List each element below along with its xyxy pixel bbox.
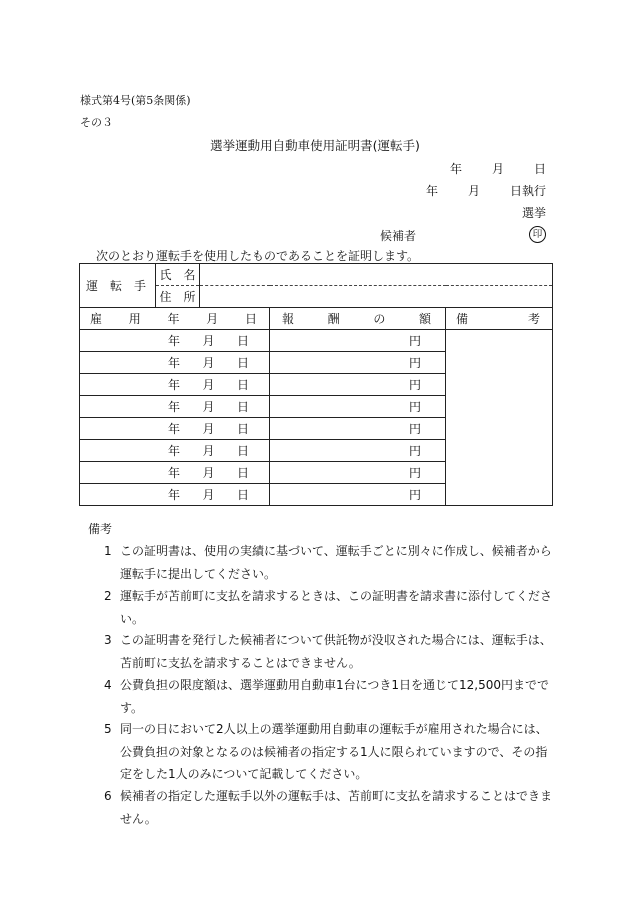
header-char: の bbox=[373, 312, 386, 326]
employment-date-cell[interactable] bbox=[80, 352, 270, 374]
employment-date-header bbox=[80, 308, 270, 330]
issue-year-label: 年 bbox=[449, 162, 462, 176]
name-label: 氏 名 bbox=[159, 268, 196, 282]
month-label: 月 bbox=[202, 334, 215, 348]
form-part: その３ bbox=[80, 116, 113, 129]
employment-date-cell[interactable] bbox=[80, 462, 270, 484]
month-label: 月 bbox=[202, 378, 215, 392]
year-label: 年 bbox=[168, 488, 181, 502]
remuneration-cell[interactable] bbox=[270, 352, 446, 374]
notes-heading: 備考 bbox=[88, 522, 113, 536]
driver-name-row bbox=[80, 264, 553, 286]
year-label: 年 bbox=[168, 400, 181, 414]
month-label: 月 bbox=[202, 422, 215, 436]
election-month-label: 月 bbox=[467, 184, 480, 198]
remuneration-cell[interactable] bbox=[270, 396, 446, 418]
yen-label: 円 bbox=[408, 422, 421, 436]
note-item-1 bbox=[104, 540, 552, 585]
day-label: 日 bbox=[236, 488, 249, 502]
employment-date-cell[interactable] bbox=[80, 484, 270, 506]
header-char: 報 bbox=[282, 312, 295, 326]
issue-date-line bbox=[450, 160, 546, 177]
remarks-header bbox=[446, 308, 553, 330]
remuneration-cell[interactable] bbox=[270, 484, 446, 506]
day-label: 日 bbox=[236, 422, 249, 436]
note-item-6 bbox=[104, 785, 552, 830]
remuneration-header bbox=[270, 308, 446, 330]
header-char: 備 bbox=[456, 312, 469, 326]
yen-label: 円 bbox=[408, 466, 421, 480]
note-number: 2 bbox=[104, 589, 112, 603]
name-label-cell bbox=[156, 264, 200, 286]
note-text: 候補者の指定した運転手以外の運転手は、苫前町に支払を請求することはできません。 bbox=[120, 789, 553, 826]
note-text: この証明書を発行した候補者について供託物が没収された場合には、運転手は、苫前町に支払を請求することはできません。 bbox=[120, 633, 552, 670]
issue-day-label: 日 bbox=[533, 162, 546, 176]
month-label: 月 bbox=[202, 356, 215, 370]
note-text: 同一の日において2人以上の選挙運動用自動車の運転手が雇用された場合には、公費負担の対象となるのは候補者の指定する1人に限られていますので、その指定をした1人のみについて記載してください。 bbox=[120, 722, 548, 781]
driver-label: 運 転 手 bbox=[86, 279, 147, 293]
employment-date-cell[interactable] bbox=[80, 396, 270, 418]
table-row bbox=[80, 330, 553, 352]
remarks-cell[interactable] bbox=[446, 330, 553, 506]
note-text: この証明書は、使用の実績に基づいて、運転手ごとに別々に作成し、候補者から運転手に提出してください。 bbox=[120, 544, 552, 581]
header-char: 日 bbox=[244, 312, 257, 326]
employment-date-cell[interactable] bbox=[80, 330, 270, 352]
header-char: 月 bbox=[206, 312, 219, 326]
month-label: 月 bbox=[202, 466, 215, 480]
column-header-row bbox=[80, 308, 553, 330]
yen-label: 円 bbox=[408, 378, 421, 392]
driver-name-field[interactable] bbox=[200, 264, 553, 286]
candidate-label: 候補者 bbox=[380, 229, 417, 243]
yen-label: 円 bbox=[408, 356, 421, 370]
note-number: 5 bbox=[104, 722, 112, 736]
day-label: 日 bbox=[236, 466, 249, 480]
issue-month-label: 月 bbox=[491, 162, 504, 176]
note-item-5 bbox=[104, 718, 552, 786]
header-char: 額 bbox=[418, 312, 431, 326]
certification-statement: 次のとおり運転手を使用したものであることを証明します。 bbox=[96, 249, 420, 263]
driver-address-field[interactable] bbox=[200, 286, 553, 308]
employment-date-cell[interactable] bbox=[80, 418, 270, 440]
day-label: 日 bbox=[236, 334, 249, 348]
note-number: 3 bbox=[104, 633, 112, 647]
month-label: 月 bbox=[202, 488, 215, 502]
note-item-2 bbox=[104, 585, 552, 630]
election-year-label: 年 bbox=[425, 184, 438, 198]
document-title: 選挙運動用自動車使用証明書(運転手) bbox=[210, 138, 420, 153]
seal-mark: 印 bbox=[529, 226, 546, 243]
month-label: 月 bbox=[202, 444, 215, 458]
remuneration-cell[interactable] bbox=[270, 462, 446, 484]
year-label: 年 bbox=[168, 422, 181, 436]
address-label-cell bbox=[156, 286, 200, 308]
usage-table bbox=[79, 263, 553, 506]
note-number: 6 bbox=[104, 789, 112, 803]
day-label: 日 bbox=[236, 356, 249, 370]
year-label: 年 bbox=[168, 334, 181, 348]
remuneration-cell[interactable] bbox=[270, 440, 446, 462]
note-number: 1 bbox=[104, 544, 112, 558]
header-char: 雇 bbox=[90, 312, 103, 326]
employment-date-cell[interactable] bbox=[80, 374, 270, 396]
month-label: 月 bbox=[202, 400, 215, 414]
driver-label-cell bbox=[80, 264, 156, 308]
day-label: 日 bbox=[236, 400, 249, 414]
note-text: 運転手が苫前町に支払を請求するときは、この証明書を請求書に添付してください。 bbox=[120, 589, 553, 626]
yen-label: 円 bbox=[408, 400, 421, 414]
yen-label: 円 bbox=[408, 444, 421, 458]
header-char: 年 bbox=[167, 312, 180, 326]
remuneration-cell[interactable] bbox=[270, 374, 446, 396]
year-label: 年 bbox=[168, 466, 181, 480]
year-label: 年 bbox=[168, 356, 181, 370]
day-label: 日 bbox=[236, 444, 249, 458]
note-item-3 bbox=[104, 629, 552, 674]
election-label: 選挙 bbox=[521, 206, 546, 220]
note-item-4 bbox=[104, 674, 552, 719]
note-text: 公費負担の限度額は、選挙運動用自動車1台につき1日を通じて12,500円までです。 bbox=[120, 678, 550, 715]
yen-label: 円 bbox=[408, 488, 421, 502]
address-label: 住 所 bbox=[159, 290, 196, 304]
day-label: 日 bbox=[236, 378, 249, 392]
election-day-suffix: 日執行 bbox=[509, 184, 546, 198]
yen-label: 円 bbox=[408, 334, 421, 348]
form-number: 様式第4号(第5条関係) bbox=[80, 94, 191, 107]
employment-date-cell[interactable] bbox=[80, 440, 270, 462]
remuneration-cell[interactable] bbox=[270, 418, 446, 440]
year-label: 年 bbox=[168, 444, 181, 458]
header-char: 用 bbox=[128, 312, 141, 326]
year-label: 年 bbox=[168, 378, 181, 392]
header-char: 考 bbox=[528, 312, 541, 326]
remuneration-cell[interactable] bbox=[270, 330, 446, 352]
note-number: 4 bbox=[104, 678, 112, 692]
header-char: 酬 bbox=[327, 312, 340, 326]
election-date-line bbox=[426, 182, 546, 199]
